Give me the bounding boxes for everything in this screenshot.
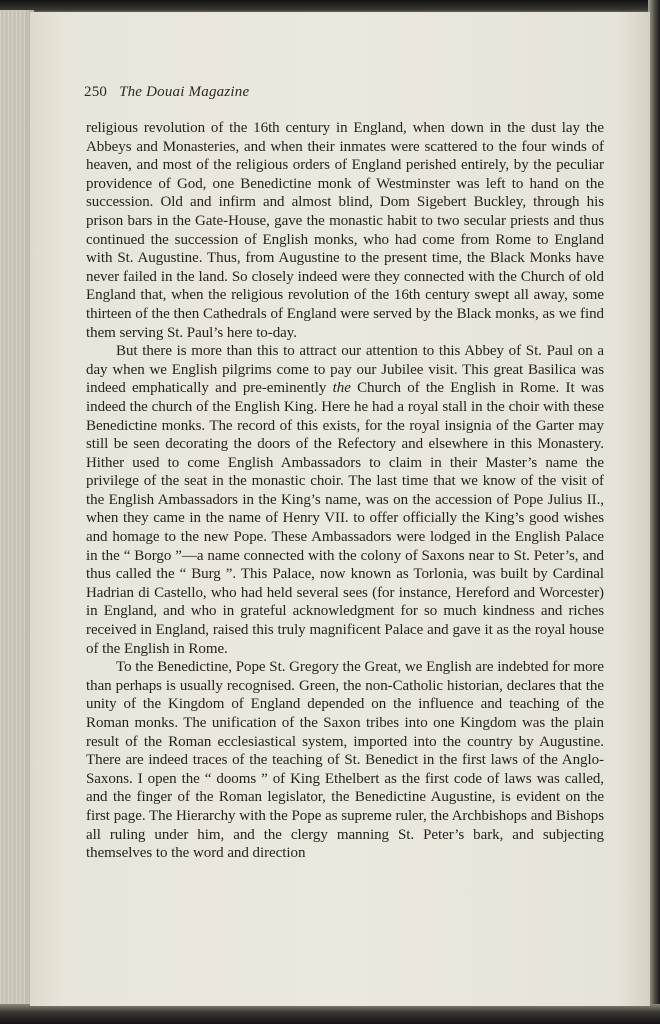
book-bottom-edge bbox=[0, 1004, 660, 1024]
paragraph-2 bbox=[86, 342, 604, 658]
paragraph-2-emphasis: the bbox=[332, 380, 351, 397]
running-head bbox=[84, 84, 249, 101]
paragraph-2-part-1: But there is more than this to attract our attention to this Abbey of St. Paul on a day when we English pilgrims come to pay our Jubilee visit. This great Basilica was indeed emphatically and pre-eminently bbox=[86, 343, 604, 397]
paragraph-3: To the Benedictine, Pope St. Gregory the Great, we English are indebted for more than perhaps is usually recognised. Green, the non-Catholic historian, declares that the unity of the Kingdom of England depended on the influence and teaching of the Roman monks. The unification of the Saxon tribes into one Kingdom was the plain result of the Roman ecclesiastical system, imported into the country by Augustine. There are indeed traces of the teaching of St. Benedict in the first laws of the Anglo-Saxons. I open the “ dooms ” of King Ethelbert as the first code of laws was called, and the finger of the Roman legislator, the Benedictine Augustine, is evident on the first page. The Hierarchy with the Pope as supreme ruler, the Archbishops and Bishops all ruling under him, and the clergy manning St. Peter’s bark, and subjecting themselves to the word and direction bbox=[86, 659, 604, 862]
body-text bbox=[86, 119, 604, 863]
paragraph-1: religious revolution of the 16th century in England, when down in the dust lay the Abbeys and Monasteries, and when their inmates were scattered to the four winds of heaven, and most of the religious orders of England perished entirely, by the peculiar providence of God, one Benedictine monk of Westminster was left to hand on the succession. Old and infirm and almost blind, Dom Sigebert Buckley, through his prison bars in the Gate-House, gave the monastic habit to two secular priests and thus continued the succession of English monks, who had come from Rome to England with St. Augustine. Thus, from Augustine to the present time, the Black Monks have never failed in the land. So closely indeed were they connected with the Church of old England that, when the religious revolution of the 16th century swept all away, some thirteen of the then Cathedrals of England were served by the Black monks, as we find them serving St. Paul’s here to-day. bbox=[86, 120, 604, 341]
book-page-stack bbox=[0, 10, 34, 1010]
page-number: 250 bbox=[84, 84, 108, 100]
paragraph-2-part-2: Church of the English in Rome. It was indeed the church of the English King. Here he had a royal stall in the choir with these Benedictine monks. The record of this exists, for the royal insignia of the Garter may still be seen decorating the doors of the Refectory and elsewhere in this Monastery. Hither used to come English Ambassadors to claim in their Master’s name the privilege of the seat in the monastic choir. The last time that we know of the visit of the English Ambassadors in the King’s name, was on the accession of Pope Julius II., when they came in the name of Henry VII. to offer officially the King’s good wishes and homage to the new Pope. These Ambassadors were lodged in the English Palace in the “ Borgo ”—a name connected with the colony of Saxons near to St. Peter’s, and thus called the “ Burg ”. This Palace, now known as Torlonia, was built by Cardinal Hadrian di Castello, who had held several sees (for instance, Hereford and Worcester) in England, and who in grateful acknowledgment for so much kindness and riches received in England, raised this truly magnificent Palace and gave it as the royal house of the English in Rome. bbox=[86, 380, 605, 657]
journal-title: The Douai Magazine bbox=[119, 84, 250, 100]
